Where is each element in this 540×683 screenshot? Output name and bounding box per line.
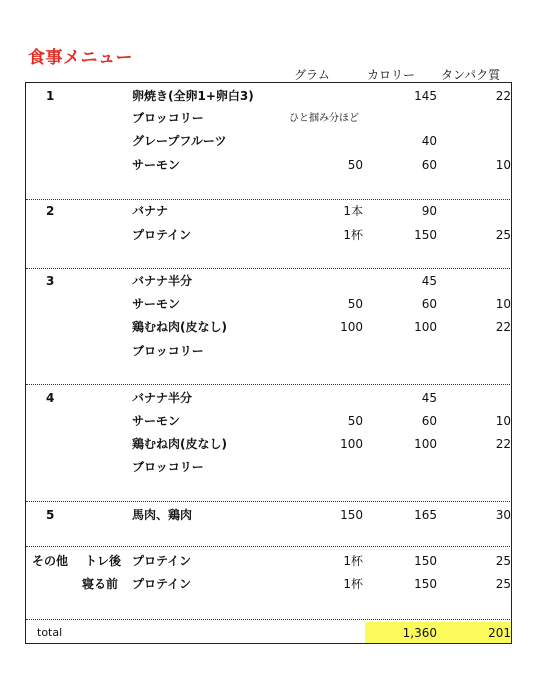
group-separator [26,619,512,620]
gram-value: 50 [347,414,363,428]
calorie-value: 150 [414,228,437,242]
food-name: ブロッコリー [132,111,204,125]
gram-value: 50 [347,158,363,172]
protein-value: 30 [495,508,511,522]
food-name: バナナ [132,204,169,218]
group-number: 4 [46,391,55,405]
gram-value: 1杯 [343,228,363,242]
group-number: 5 [46,508,55,522]
food-name: 卵焼き(全卵1+卵白3) [132,89,254,103]
calorie-value: 60 [421,297,437,311]
column-header-calorie: カロリー [367,68,416,82]
calorie-value: 45 [421,391,437,405]
calorie-value: 100 [414,437,437,451]
food-name: プロテイン [132,554,192,568]
protein-value: 22 [495,437,511,451]
protein-value: 10 [495,297,511,311]
group-separator [26,384,512,385]
calorie-value: 100 [414,320,437,334]
food-name: サーモン [132,297,181,311]
group-separator [26,199,512,200]
food-name: サーモン [132,158,181,172]
gram-value: 1本 [343,204,363,218]
food-name: 馬肉、鶏肉 [132,508,193,522]
protein-value: 22 [495,320,511,334]
group-separator [26,501,512,502]
group-number: 2 [46,204,55,218]
food-name: バナナ半分 [132,391,193,405]
food-name: グレープフルーツ [132,134,227,148]
gram-value: ひと掴み分ほど [289,113,359,124]
protein-value: 10 [495,158,511,172]
group-number: 3 [46,274,55,288]
food-name: サーモン [132,414,181,428]
food-name: プロテイン [132,228,192,242]
food-name: プロテイン [132,577,192,591]
timing-label: 寝る前 [82,577,119,591]
calorie-value: 150 [414,554,437,568]
food-name: ブロッコリー [132,460,204,474]
gram-value: 1杯 [343,554,363,568]
other-group-label: その他 [32,554,69,568]
calorie-value: 60 [421,414,437,428]
column-header-gram: グラム [294,68,330,82]
protein-value: 25 [495,577,511,591]
calorie-value: 145 [414,89,437,103]
calorie-value: 45 [421,274,437,288]
food-name: バナナ半分 [132,274,193,288]
group-separator [26,268,512,269]
calorie-value: 90 [421,204,437,218]
page-title: 食事メニュー [28,48,133,68]
protein-value: 10 [495,414,511,428]
column-header-protein: タンパク質 [441,68,501,82]
timing-label: トレ後 [85,554,122,568]
total-protein: 201 [488,626,511,640]
calorie-value: 165 [414,508,437,522]
calorie-value: 150 [414,577,437,591]
gram-value: 100 [340,437,363,451]
calorie-value: 40 [421,134,437,148]
protein-value: 22 [495,89,511,103]
protein-value: 25 [495,554,511,568]
calorie-value: 60 [421,158,437,172]
food-name: ブロッコリー [132,344,204,358]
gram-value: 150 [340,508,363,522]
food-name: 鶏むね肉(皮なし) [132,437,227,451]
total-label: total [37,626,63,639]
gram-value: 1杯 [343,577,363,591]
protein-value: 25 [495,228,511,242]
food-name: 鶏むね肉(皮なし) [132,320,227,334]
gram-value: 100 [340,320,363,334]
group-separator [26,546,512,547]
group-number: 1 [46,89,55,103]
total-calorie: 1,360 [402,626,437,640]
gram-value: 50 [347,297,363,311]
